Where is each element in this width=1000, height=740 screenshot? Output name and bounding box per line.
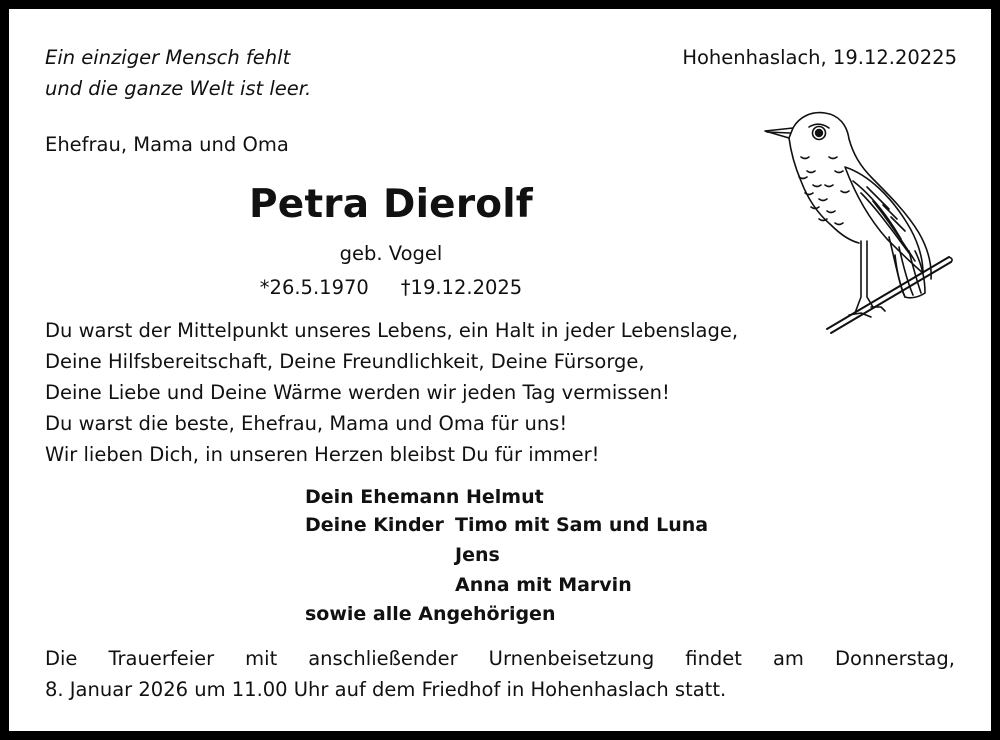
- notice-word: mit: [245, 647, 278, 670]
- child-entry: Anna mit Marvin: [455, 574, 632, 596]
- place-and-date: Hohenhaslach, 19.12.20225: [682, 46, 957, 69]
- poem-line: Du warst der Mittelpunkt unseres Lebens, ein Halt in jeder Lebenslage,: [45, 319, 739, 342]
- death-date: †19.12.2025: [400, 276, 523, 299]
- quote-line-1: Ein einziger Mensch fehlt: [45, 46, 291, 69]
- poem-line: Wir lieben Dich, in unseren Herzen bleibst Du für immer!: [45, 443, 600, 466]
- birth-date: *26.5.1970: [259, 276, 369, 299]
- funeral-notice: [45, 643, 955, 705]
- poem-line: Du warst die beste, Ehefrau, Mama und Oma für uns!: [45, 412, 568, 435]
- life-dates: [9, 272, 773, 303]
- notice-word: Trauerfeier: [108, 647, 215, 670]
- notice-word: Die: [45, 647, 78, 670]
- funeral-notice-line-1: [45, 643, 955, 674]
- memorial-quote: [45, 42, 311, 104]
- notice-word: anschließender: [308, 647, 458, 670]
- notice-word: Donnerstag,: [834, 647, 955, 670]
- deceased-name: Petra Dierolf: [249, 182, 533, 227]
- obituary-notice: [9, 9, 991, 731]
- child-entry: Jens: [455, 544, 500, 566]
- relation-line: Ehefrau, Mama und Oma: [45, 133, 289, 156]
- relatives-signature: sowie alle Angehörigen: [305, 603, 556, 625]
- quote-line-2: und die ganze Welt ist leer.: [45, 77, 312, 100]
- funeral-notice-line-2: 8. Januar 2026 um 11.00 Uhr auf dem Friedhof in Hohenhaslach statt.: [45, 678, 727, 701]
- notice-word: Urnenbeisetzung: [488, 647, 655, 670]
- child-entry: Timo mit Sam und Luna: [455, 514, 709, 536]
- notice-word: am: [772, 647, 804, 670]
- notice-word: findet: [685, 647, 742, 670]
- poem-line: Deine Liebe und Deine Wärme werden wir jeden Tag vermissen!: [45, 381, 670, 404]
- bird-illustration: [749, 101, 959, 341]
- maiden-name: geb. Vogel: [339, 242, 443, 265]
- memorial-poem: [45, 315, 738, 470]
- children-label: Deine Kinder: [305, 514, 444, 536]
- husband-signature: Dein Ehemann Helmut: [305, 486, 544, 508]
- poem-line: Deine Hilfsbereitschaft, Deine Freundlichkeit, Deine Fürsorge,: [45, 350, 645, 373]
